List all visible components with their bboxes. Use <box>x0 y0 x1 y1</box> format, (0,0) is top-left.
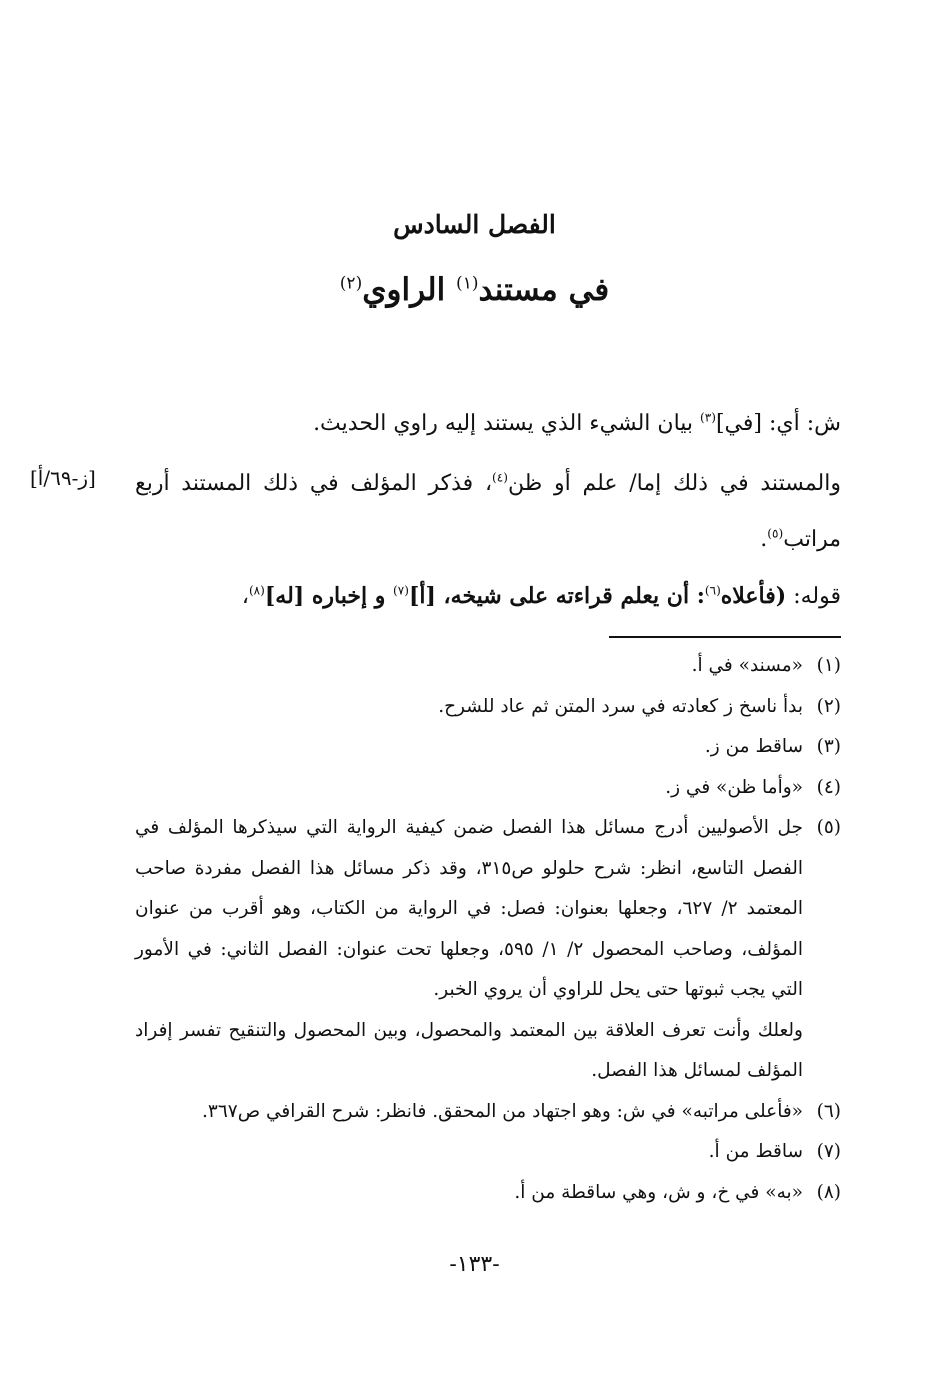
margin-manuscript-reference: [ز-٦٩/أ] <box>30 466 96 490</box>
footnote-ref-3: (٣) <box>700 410 716 425</box>
paragraph-1-text-a: ش: أي: [في] <box>715 411 841 436</box>
chapter-heading: الفصل السادس <box>393 210 556 239</box>
footnote-text: «فأعلى مراتبه» في ش: وهو اجتهاد من المحقق. فانظر: شرح القرافي ص٣٦٧. <box>202 1100 803 1122</box>
page-number: -١٣٣- <box>449 1252 500 1277</box>
paragraph-3 <box>135 568 841 625</box>
footnote-number: (١) <box>816 655 841 676</box>
chapter-title <box>0 272 949 308</box>
footnote-4 <box>135 768 841 809</box>
footnote-7 <box>135 1132 841 1173</box>
footnote-text: ساقط من أ. <box>708 1141 803 1162</box>
footnote-number: (٦) <box>816 1100 841 1122</box>
paragraph-2-text-a: والمستند في ذلك إما/ علم أو ظن <box>507 471 841 496</box>
footnote-text: «به» في خ، و ش، وهي ساقطة من أ. <box>514 1181 803 1203</box>
footnote-3 <box>135 727 841 768</box>
title-part-1: في مستند <box>478 272 610 308</box>
paragraph-3-text-c: : أن يعلم قراءته على شيخه، [أ] <box>408 583 705 609</box>
footnote-1 <box>135 646 841 687</box>
footnote-text: «وأما ظن» في ز. <box>665 776 803 798</box>
footnote-2 <box>135 687 841 728</box>
footnote-ref-7: (٧) <box>393 583 409 598</box>
footnote-ref-8: (٨) <box>248 583 265 598</box>
paragraph-2-text-b: ، فذكر المؤلف في ذلك المستند أربع مراتب <box>135 471 841 552</box>
main-text <box>135 396 841 625</box>
footnote-text: «مسند» في أ. <box>691 655 803 676</box>
footnote-6 <box>135 1092 841 1133</box>
footnote-text: بدأ ناسخ ز كعادته في سرد المتن ثم عاد للشرح. <box>438 695 803 717</box>
footnote-text-continued: ولعلك وأنت تعرف العلاقة بين المعتمد والمحصول، وبين المحصول والتنقيح تفسر إفراد المؤلف لمسائل هذا الفصل. <box>135 1019 803 1081</box>
footnote-ref-5: (٥) <box>767 526 784 541</box>
paragraph-2 <box>135 456 841 568</box>
title-footnote-ref-1: (١) <box>456 273 479 294</box>
paragraph-1 <box>135 396 841 452</box>
footnote-5 <box>135 808 841 1092</box>
paragraph-2-text-c: . <box>760 527 768 552</box>
paragraph-3-text-e: ، <box>241 584 249 609</box>
paragraph-3-text-d: و إخباره [له] <box>264 583 394 609</box>
paragraph-1-text-b: بيان الشيء الذي يستند إليه راوي الحديث. <box>313 411 701 436</box>
title-footnote-ref-2: (٢) <box>339 273 363 294</box>
footnote-separator <box>609 636 841 638</box>
footnote-number: (٥) <box>816 817 841 838</box>
footnote-ref-4: (٤) <box>492 470 508 485</box>
paragraph-3-text-b: (فأعلاه <box>720 583 787 609</box>
footnote-text-block <box>135 808 803 1092</box>
footnote-number: (٤) <box>816 776 841 798</box>
footnote-number: (٧) <box>816 1141 841 1162</box>
title-part-2: الراوي <box>362 272 457 308</box>
footnotes <box>135 646 841 1213</box>
footnote-text: ساقط من ز. <box>704 736 803 757</box>
paragraph-3-text-a: قوله: <box>786 584 841 609</box>
footnote-number: (٨) <box>816 1181 841 1203</box>
footnote-number: (٣) <box>816 736 841 757</box>
footnote-number: (٢) <box>816 695 841 717</box>
footnote-ref-6: (٦) <box>704 583 721 598</box>
footnote-text: جل الأصوليين أدرج مسائل هذا الفصل ضمن كيفية الرواية التي سيذكرها المؤلف في الفصل التاسع، انظر: شرح حلولو ص٣١٥، وقد ذكر مسائل هذا الفصل مفردة صاحب المعتمد ٢/ ٦٢٧، وجعلها بعنوان: فصل: في الرواية من الكتاب، وهو أقرب من عنوان المؤلف، وصاحب المحصول ٢/ ١/ ٥٩٥، وجعلها تحت عنوان: الفصل الثاني: في الأمور التي يجب ثبوتها حتى يحل للراوي أن يروي الخبر. <box>135 817 804 1000</box>
footnote-8 <box>135 1173 841 1214</box>
